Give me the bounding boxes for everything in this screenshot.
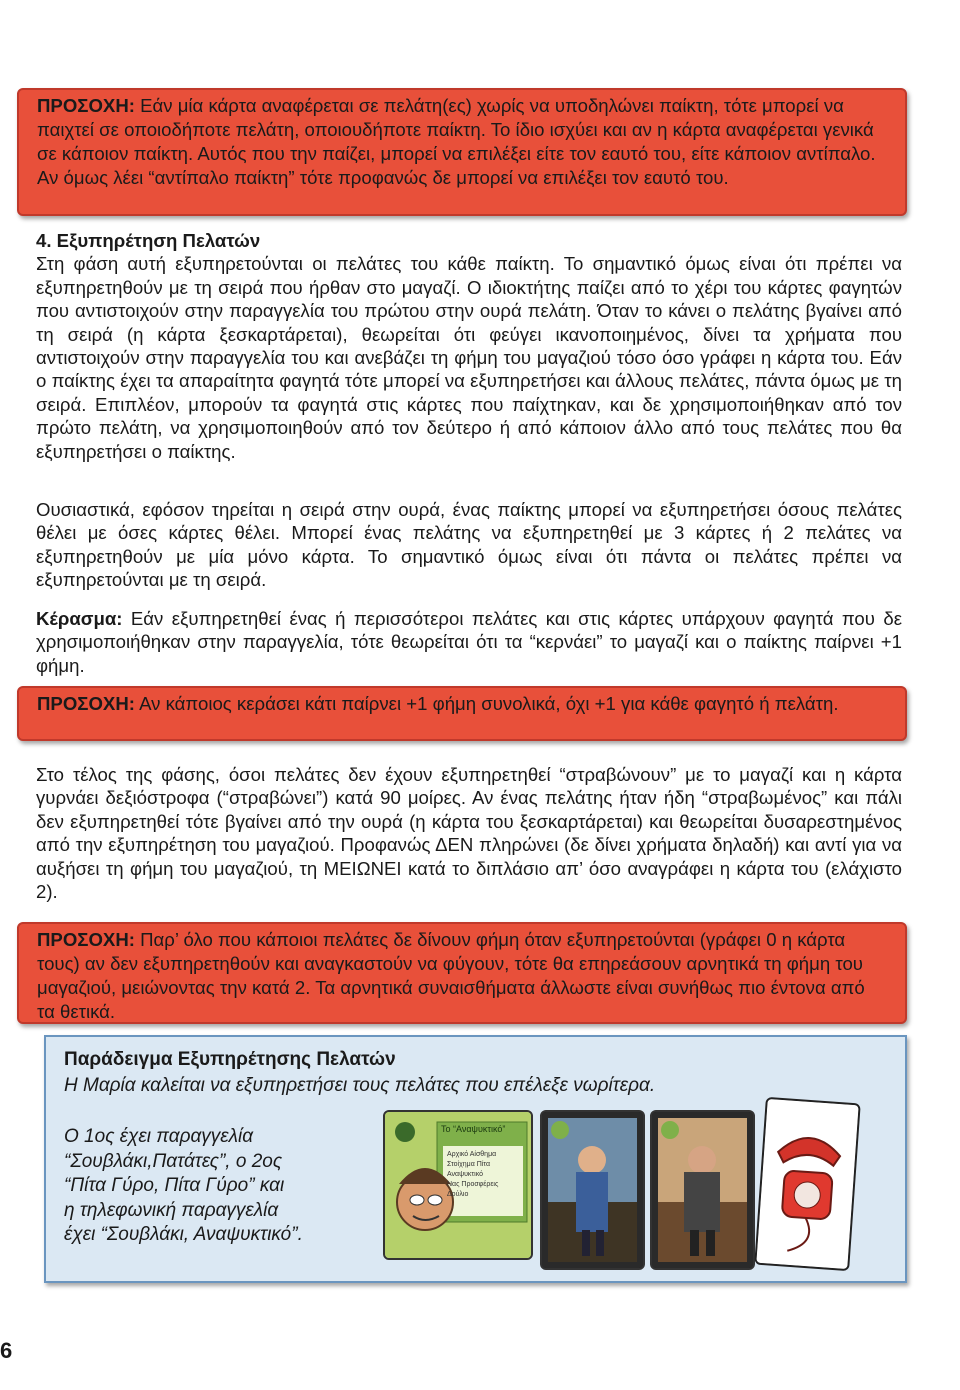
card-title: Το “Αναψυκτικό”	[441, 1124, 506, 1134]
example-line: Ο 1ος έχει παραγγελία	[64, 1126, 254, 1147]
customer-card-illustration	[652, 1112, 753, 1268]
example-title: Παράδειγμα Εξυπηρέτησης Πελατών	[64, 1049, 396, 1070]
paragraph-3	[36, 763, 902, 903]
card-item: Δούλιο	[447, 1191, 469, 1198]
example-line: “Πίτα Γύρο, Πίτα Γύρο” και	[64, 1175, 285, 1196]
example-intro: Η Μαρία καλείται να εξυπηρετήσει τους πελάτες που επέλεξε νωρίτερα.	[64, 1075, 656, 1096]
card-item: Νας Προσφέρεις	[447, 1181, 499, 1188]
card-item: Αναψυκτικό	[447, 1171, 484, 1178]
page-number: 6	[0, 1338, 13, 1363]
kerasma-paragraph	[36, 607, 902, 677]
paragraph-3-text: Στο τέλος της φάσης, όσοι πελάτες δεν έχουν εξυπηρετηθεί “στραβώνουν” με το μαγαζί και η κάρτα γυρνάει δεξιόστροφα (“στραβώνει”) κατά 90 μοίρες. Αν ένας πελάτης ήταν ήδη “στραβωμένος” και πάλι δεν εξυπηρετηθεί τότε βγαίνει από την ουρά (η κάρτα του ξεσκαρτάρεται) και θεωρείται δυσαρεστημένος από την εξυπηρέτηση του μαγαζιού. Προφανώς ΔΕΝ πληρώνει (δε δίνει χρήματα δηλαδή) και αντί για να αυξήσει τη φήμη του μαγαζιού, τη ΜΕΙΩΝΕΙ κατά το διπλάσιο απ’ όσο αναγράφει η κάρτα του (ελάχιστο 2).	[36, 764, 902, 903]
telephone-icon	[756, 1099, 858, 1269]
order-card-1	[383, 1110, 533, 1260]
section-4	[36, 229, 902, 463]
kerasma-text: Εάν εξυπηρετηθεί ένας ή περισσότεροι πελάτες και στις κάρτες υπάρχουν φαγητά που δε χρησιμοποιήθηκαν στην παραγγελία, τότε θεωρείται ότι τα “κερνάει” το μαγαζί και ο παίκτης παίρνει +1 φήμη.	[36, 608, 902, 676]
warning-text: Παρ’ όλο που κάποιοι πελάτες δε δίνουν φήμη όταν εξυπηρετούνται (γράφει 0 η κάρτα τους) αν δεν εξυπηρετηθούν και αναγκαστούν να φύγουν, τότε θα επηρεάσουν αρνητικά τη φήμη του μαγαζιού, μειώνοντας την κατά 2. Τα αρνητικά συναισθήματα άλλωστε είναι συνήθως πιο έντονα από τα θετικά.	[37, 929, 865, 1022]
example-body	[64, 1125, 354, 1248]
kerasma-label: Κέρασμα:	[36, 608, 123, 629]
customer-card-illustration	[542, 1112, 643, 1268]
order-card-2	[540, 1110, 645, 1270]
card-item: Αρχικό Αίσθημα	[447, 1151, 497, 1158]
warning-label: ΠΡΟΣΟΧΗ:	[37, 929, 135, 950]
section-heading: 4. Εξυπηρέτηση Πελατών	[36, 230, 261, 251]
warning-box-1	[17, 88, 907, 216]
card-items	[447, 1150, 498, 1200]
example-line: έχει “Σουβλάκι, Αναψυκτικό”.	[64, 1224, 303, 1245]
warning-label: ΠΡΟΣΟΧΗ:	[37, 693, 135, 714]
example-line: “Σουβλάκι,Πατάτες”, ο 2ος	[64, 1150, 283, 1172]
section-paragraph-2	[36, 498, 902, 592]
warning-label: ΠΡΟΣΟΧΗ:	[37, 95, 135, 116]
card-item: Στοίχημα Πίτα	[447, 1161, 491, 1168]
paragraph-2-text: Ουσιαστικά, εφόσον τηρείται η σειρά στην ουρά, ένας παίκτης μπορεί να εξυπηρετήσει όσους πελάτες θέλει με όσες κάρτες θέλει. Μπορεί ένας πελάτης να εξυπηρετηθεί με 3 κάρτες ή 2 πελάτες να εξυπηρετηθούν με μία μόνο κάρτα. Το σημαντικό όμως είναι ότι πάντα οι πελάτες πρέπει να εξυπηρετούνται με τη σειρά.	[36, 499, 902, 591]
warning-box-3	[17, 922, 907, 1024]
warning-box-2	[17, 686, 907, 741]
warning-text: Εάν μία κάρτα αναφέρεται σε πελάτη(ες) χωρίς να υποδηλώνει παίκτη, τότε μπορεί να παιχτεί σε οποιοδήποτε πελάτη, οποιουδήποτε παίκτη. Το ίδιο ισχύει και αν η κάρτα αναφέρεται γενικά σε κάποιον παίκτη. Αυτός που την παίζει, μπορεί να επιλέξει είτε τον εαυτό του, είτε κάποιον αντίπαλο. Αν όμως λέει “αντίπαλο παίκτη” τότε προφανώς δε μπορεί να επιλέξει τον εαυτό του.	[37, 95, 876, 188]
order-card-3	[650, 1110, 755, 1270]
warning-text: Αν κάποιος κεράσει κάτι παίρνει +1 φήμη συνολικά, όχι +1 για κάθε φαγητό ή πελάτη.	[134, 693, 839, 714]
section-paragraph-1: Στη φάση αυτή εξυπηρετούνται οι πελάτες του κάθε παίκτη. Το σημαντικό όμως είναι ότι πρέπει να εξυπηρετηθούν με τη σειρά που ήρθαν στο μαγαζί. Ο ιδιοκτήτης παίζει από το χέρι του κάρτες φαγητών που αντιστοιχούν στην παραγγελία του πρώτου στην ουρά πελάτη. Όταν το κάνει ο πελάτης βγαίνει από τη σειρά (η κάρτα ξεσκαρτάρεται), θεωρείται ότι φεύγει ικανοποιημένος, δίνει τα χρήματα που αντιστοιχούν στην παραγγελία του και ανεβάζει τη φήμη του μαγαζιού τόσο όσο γράφει η κάρτα του. Εάν ο παίκτης έχει τα απαραίτητα φαγητά τότε μπορεί να εξυπηρετήσει και άλλους πελάτες, πάντα όμως με τη σειρά. Επιπλέον, μπορούν τα φαγητά στις κάρτες που παίχτηκαν, και δε χρησιμοποιήθηκαν από τον πρώτο πελάτη, να χρησιμοποιηθούν από τον δεύτερο ή από κάποιον άλλο από τους πελάτες που θα εξυπηρετήσει ο παίκτης.	[36, 253, 902, 462]
example-line: η τηλεφωνική παραγγελία	[64, 1199, 279, 1221]
phone-order-card	[754, 1097, 860, 1271]
